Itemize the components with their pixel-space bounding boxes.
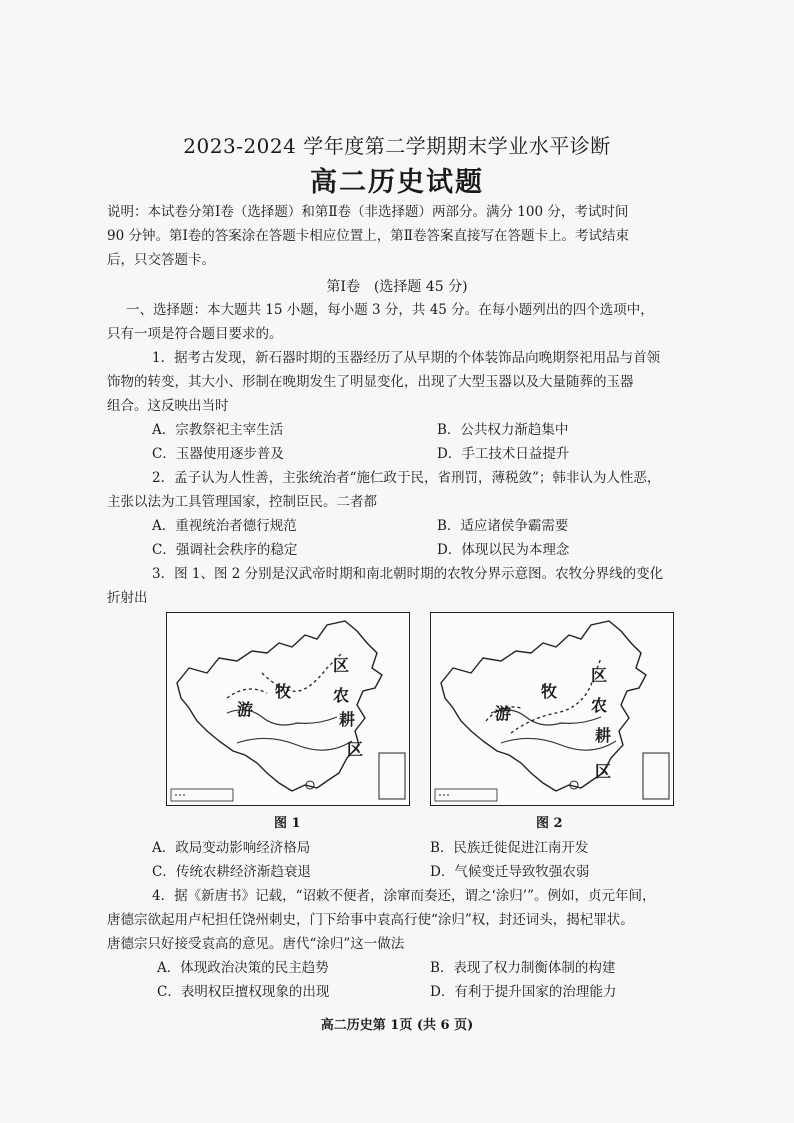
q4-option-b: B．表现了权力制衡体制的构建 [430,960,616,976]
q4-stem-line-1: 4．据《新唐书》记载，“诏敕不便者，涂窜而奏还，谓之‘涂归’”。例如，贞元年间， [152,888,656,904]
q2-stem-line-1: 2．孟子认为人性善，主张统治者“施仁政于民，省刑罚，薄税敛”；韩非认为人性恶， [152,470,661,486]
map-figure-1 [166,612,410,806]
q4-stem-line-3: 唐德宗只好接受袁高的意见。唐代“涂归”这一做法 [107,936,405,952]
map1-label-5: 耕 [339,710,356,729]
map1-label-4: 游 [237,700,254,719]
q2-option-a: A．重视统治者德行规范 [152,518,297,534]
q1-option-a: A．宗教祭祀主宰生活 [152,422,284,438]
section-intro-line-2: 只有一项是符合题目要求的。 [107,326,283,342]
q3-option-c: C．传统农耕经济渐趋衰退 [152,864,311,880]
instructions-line-1: 说明：本试卷分第Ⅰ卷（选择题）和第Ⅱ卷（非选择题）两部分。满分 100 分，考试时间 [107,204,629,220]
map2-label-4: 农 [591,696,608,715]
map1-label-2: 牧 [275,682,292,701]
map2-label-6: 区 [595,762,612,781]
q4-option-c: C．表明权臣擅权现象的出现 [157,984,330,1000]
q2-option-c: C．强调社会秩序的稳定 [152,542,298,558]
q4-option-a: A．体现政治决策的民主趋势 [157,960,329,976]
q3-option-a: A．政局变动影响经济格局 [152,840,311,856]
subject-title: 高二历史试题 [310,167,484,198]
q4-stem-line-2: 唐德宗欲起用卢杞担任饶州刺史，门下给事中袁高行使“涂归”权，封还词头，揭杞罪状。 [107,912,634,928]
map-figure-2 [430,612,674,806]
q1-option-c: C．玉器使用逐步普及 [152,446,284,462]
q2-stem-line-2: 主张以法为工具管理国家，控制臣民。二者都 [107,494,377,510]
map2-caption: 图 2 [536,816,563,831]
section-heading: 第Ⅰ卷 (选择题 45 分) [326,279,468,295]
section-intro-line-1: 一、选择题：本大题共 15 小题，每小题 3 分，共 45 分。在每小题列出的四个选项中， [126,302,654,318]
q1-stem-line-3: 组合。这反映出当时 [107,398,229,414]
q3-stem-line-2: 折射出 [107,590,148,606]
q3-option-b: B．民族迁徙促进江南开发 [430,840,589,856]
map2-label-3: 游 [495,704,512,723]
china-map-1 [167,613,409,805]
instructions-line-2: 90 分钟。第Ⅰ卷的答案涂在答题卡相应位置上，第Ⅱ卷答案直接写在答题卡上。考试结束 [107,228,629,244]
q1-stem-line-1: 1．据考古发现，新石器时期的玉器经历了从早期的个体装饰品向晚期祭祀用品与首领 [152,350,661,366]
q1-option-b: B．公共权力渐趋集中 [437,422,569,438]
instructions-line-3: 后，只交答题卡。 [107,252,215,268]
exam-title: 2023-2024 学年度第二学期期末学业水平诊断 [183,134,611,158]
china-map-2 [431,613,673,805]
page-footer: 高二历史第 1页 (共 6 页) [320,1018,474,1033]
map1-caption: 图 1 [274,816,301,831]
q2-option-b: B．适应诸侯争霸需要 [437,518,569,534]
q1-stem-line-2: 饰物的转变，其大小、形制在晚期发生了明显变化，出现了大型玉器以及大量随葬的玉器 [107,374,634,390]
q3-stem-line-1: 3．图 1、图 2 分别是汉武帝时期和南北朝时期的农牧分界示意图。农牧分界线的变化 [152,566,664,582]
map1-label-1: 区 [333,656,350,675]
q2-option-d: D．体现以民为本理念 [437,542,570,558]
map1-label-3: 农 [333,686,350,705]
map2-label-2: 牧 [541,682,558,701]
map2-label-5: 耕 [595,726,612,745]
q1-option-d: D．手工技术日益提升 [437,446,570,462]
map2-label-1: 区 [591,666,608,685]
q4-option-d: D．有利于提升国家的治理能力 [430,984,617,1000]
q3-option-d: D．气候变迁导致牧强农弱 [430,864,590,880]
map1-label-6: 区 [347,740,364,759]
